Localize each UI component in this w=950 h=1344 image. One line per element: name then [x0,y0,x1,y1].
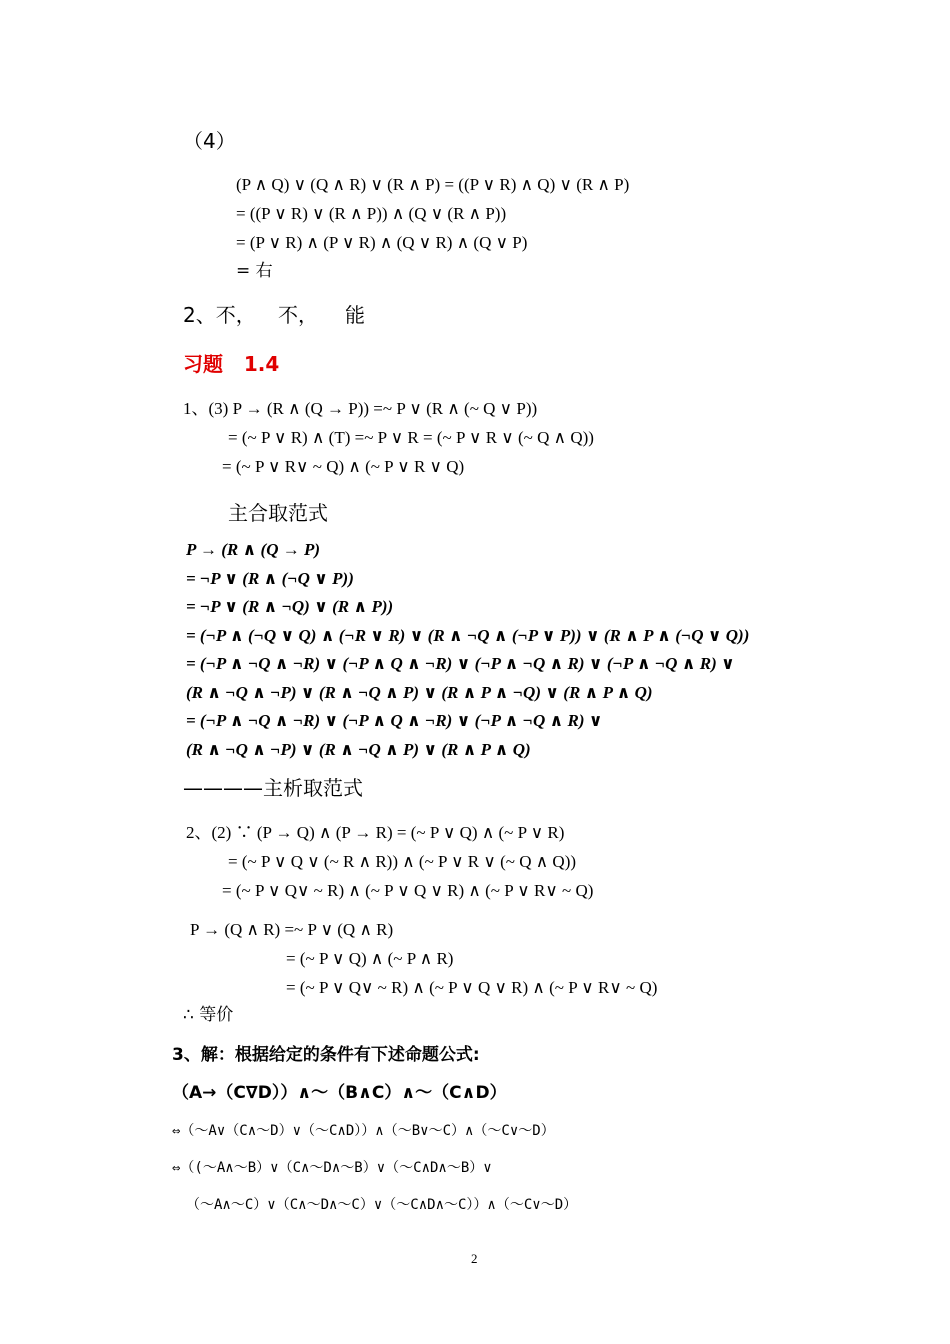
ex2-line-6: = (~ P ∨ Q∨ ~ R) ∧ (~ P ∨ Q ∨ R) ∧ (~ P ∨ R∨ ~ Q) [286,978,658,997]
pdnf-label: ————主析取范式 [183,776,363,800]
part4-label: （4） [183,129,236,153]
ex3-line-1: （A→（C∇D））∧～（B∧C）∧～（C∧D） [172,1083,507,1103]
part4-line-4: = 右 [236,261,273,281]
page-number: 2 [471,1251,478,1266]
derivation-line-3: = ¬P ∨ (R ∧ ¬Q) ∨ (R ∧ P)) [186,597,394,616]
heading-number: 1.4 [243,352,280,376]
ex2-line-1: 2、(2) ∵ (P → Q) ∧ (P → R) = (~ P ∨ Q) ∧ (~ P ∨ R) [186,823,565,842]
ex1-line-1: 1、(3) P → (R ∧ (Q → P)) =~ P ∨ (R ∧ (~ Q ∨ P)) [183,399,538,418]
answer2-c: 能 [345,303,365,327]
part4-line-1: (P ∧ Q) ∨ (Q ∧ R) ∨ (R ∧ P) = ((P ∨ R) ∧ Q) ∨ (R ∧ P) [236,175,630,194]
derivation-line-2: = ¬P ∨ (R ∧ (¬Q ∨ P)) [186,569,354,588]
ex3-line-2: ⇔（～A∨（C∧～D）∨（～C∧D））∧（～B∨～C）∧（～C∨～D） [172,1123,555,1139]
ex3-line-4: （～A∧～C）∨（C∧～D∧～C）∨（～C∧D∧～C））∧（～C∨～D） [186,1197,578,1213]
ex2-line-4: P → (Q ∧ R) =~ P ∨ (Q ∧ R) [190,920,394,939]
answer2-a: 2、不， [183,303,256,327]
ex2-conclusion: ∴ 等价 [183,1005,234,1025]
part4-line-3: = (P ∨ R) ∧ (P ∨ R) ∧ (Q ∨ R) ∧ (Q ∨ P) [236,233,528,252]
heading-label: 习题 [183,352,223,376]
derivation-line-4: = (¬P ∧ (¬Q ∨ Q) ∧ (¬R ∨ R) ∨ (R ∧ ¬Q ∧ (¬P ∨ P)) ∨ (R ∧ P ∧ (¬Q ∨ Q)) [186,626,750,645]
section-heading [183,354,279,374]
ex3-line-3: ⇔（(～A∧～B）∨（C∧～D∧～B）∨（～C∧D∧～B）∨ [172,1160,492,1176]
derivation-line-1: P → (R ∧ (Q → P) [186,540,321,559]
derivation-line-8: (R ∧ ¬Q ∧ ¬P) ∨ (R ∧ ¬Q ∧ P) ∨ (R ∧ P ∧ Q) [186,740,531,759]
part4-line-2: = ((P ∨ R) ∨ (R ∧ P)) ∧ (Q ∨ (R ∧ P)) [236,204,507,223]
answer2-b: 不， [278,303,318,327]
ex2-line-3: = (~ P ∨ Q∨ ~ R) ∧ (~ P ∨ Q ∨ R) ∧ (~ P ∨ R∨ ~ Q) [222,881,594,900]
derivation-line-7: = (¬P ∧ ¬Q ∧ ¬R) ∨ (¬P ∧ Q ∧ ¬R) ∨ (¬P ∧ ¬Q ∧ R) ∨ [186,711,603,730]
pcnf-label: 主合取范式 [228,501,328,525]
ex2-line-5: = (~ P ∨ Q) ∧ (~ P ∧ R) [286,949,454,968]
ex1-line-3: = (~ P ∨ R∨ ~ Q) ∧ (~ P ∨ R ∨ Q) [222,457,465,476]
ex2-line-2: = (~ P ∨ Q ∨ (~ R ∧ R)) ∧ (~ P ∨ R ∨ (~ Q ∧ Q)) [228,852,577,871]
derivation-line-5: = (¬P ∧ ¬Q ∧ ¬R) ∨ (¬P ∧ Q ∧ ¬R) ∨ (¬P ∧ ¬Q ∧ R) ∨ (¬P ∧ ¬Q ∧ R) ∨ [186,654,735,673]
ex3-title: 3、解：根据给定的条件有下述命题公式: [172,1045,480,1065]
ex1-line-2: = (~ P ∨ R) ∧ (T) =~ P ∨ R = (~ P ∨ R ∨ (~ Q ∧ Q)) [228,428,594,447]
derivation-line-6: (R ∧ ¬Q ∧ ¬P) ∨ (R ∧ ¬Q ∧ P) ∨ (R ∧ P ∧ ¬Q) ∨ (R ∧ P ∧ Q) [186,683,653,702]
